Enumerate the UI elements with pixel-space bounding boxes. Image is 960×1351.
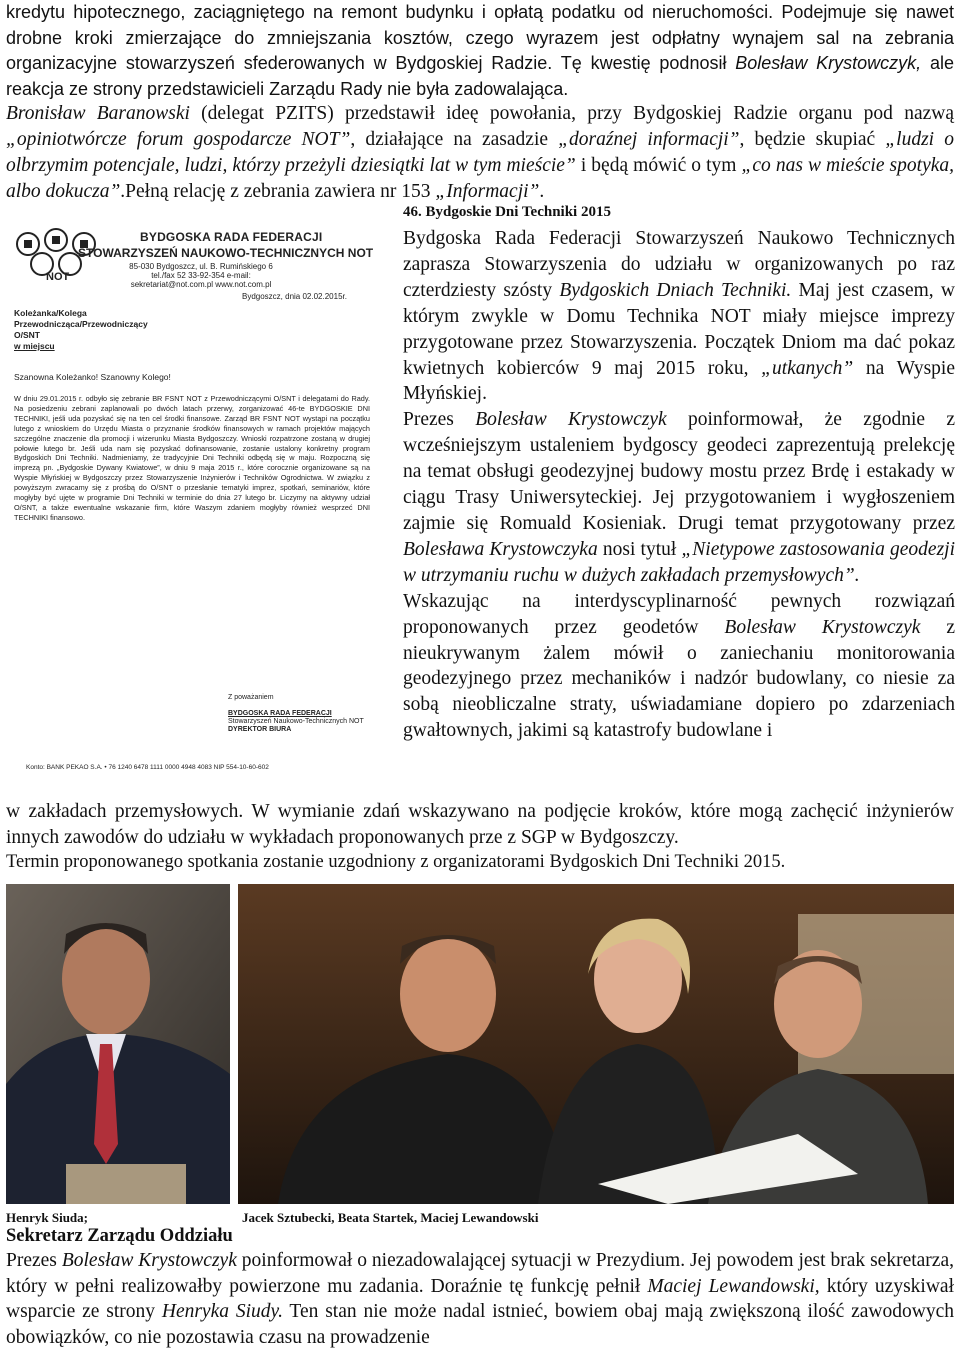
- letter-org-line-2: STOWARZYSZEŃ NAUKOWO-TECHNICZNYCH NOT: [78, 246, 374, 260]
- s46-p1c: Maj jest czasem, w którym zwykle w Domu Technika NOT miały miejsce imprezy przygotowane przez Stowarzyszenia. Początek Dniom ma dać pokaz kwietnych kobierców 9 maj 2015 roku,: [403, 279, 955, 379]
- baranowski-text-1: (delegat PZITS) przedstawił ideę powołania, przy Bydgoskiej Radzie organu pod nazwą: [189, 103, 954, 124]
- baranowski-text-5: .Pełną relację z zebrania zawiera nr 153: [120, 181, 436, 202]
- s46-p2e: nosi tytuł: [597, 538, 682, 560]
- section-46-paragraph-2: [403, 407, 955, 588]
- letter-org-line-1: BYDGOSKA RADA FEDERACJI: [140, 230, 323, 244]
- section-46-continuation: [6, 799, 954, 850]
- letter-scan: [6, 216, 380, 782]
- letter-recipient-1: Koleżanka/Kolega: [14, 308, 87, 318]
- letter-date: Bydgoszcz, dnia 02.02.2015r.: [242, 292, 347, 301]
- sek-b: Bolesław Krystowczyk: [61, 1250, 237, 1271]
- letter-body: W dniu 29.01.2015 r. odbyło się zebranie BR FSNT NOT z Przewodniczącymi O/SNT i delegatami do Rady. Na posiedzeniu zebrani zaplanowali po dwóch latach przerwy, zorganizować 46-te BYDGOSKIE DNI TECHNIKI, jeśli uda pozyskać się na ten cel środki finansowe. Zarząd BR FSNT NOT wystąpi na początku lutego z wnioskiem do Urzędu Miasta o przyznanie środków finansowych w ramach projektów mających szczególne znaczenie dla promocji i wizerunku Miasta Bydgoszczy. Wnioski rozpatrzone zostaną w drugiej połowie lutego br. Jeśli uda nam się pozyskać dofinansowanie, zostanie ustalony konkretny program Bydgoskich Dni Techniki. Nadmieniamy, że tradycyjnie Dni Techniki odbędą się w maju. Rozpoczną się imprezą pn. „Bydgoskie Dywany Kwiatowe”, w dniu 9 maja 2015 r., które corocznie organizowane są na Wyspie Młyńskiej w Bydgoszczy przez Stowarzyszenie Inżynierów i Techników Ogrodnictwa. W związku z powyższym zwracamy się z prośbą do O/SNT o przesłanie tematyki imprez, spotkań, seminariów, które mogłyby być ujęte w programie Dni Techniki w terminie do dnia 27 lutego br. Liczymy na aktywny udział O/SNT, a także ewentualne wskazanie firm, które Waszym zdaniem mogłyby również wesprzeć DNI TECHNIKI finansowo.: [14, 394, 370, 522]
- sek-g: Ten stan nie może nadal istnieć, bowiem obaj mają zwiększoną ilość zawodowych obowiązków, co nie pozostawia czasu na prowadzenie: [6, 1301, 954, 1348]
- s46-full-2: Termin proponowanego spotkania zostanie uzgodniony z organizatorami Bydgoskich Dni Techniki 2015.: [6, 852, 786, 872]
- s46-p1e: na Wyspie Młyńskiej.: [403, 357, 955, 405]
- letter-salutation: Szanowna Koleżanko! Szanowny Kolego!: [14, 372, 171, 382]
- letter-sign-2: BYDGOSKA RADA FEDERACJI: [228, 710, 332, 717]
- caption-right: Jacek Sztubecki, Beata Startek, Maciej Lewandowski: [242, 1210, 539, 1225]
- intro-line-2: się nawet drobne kroki zmierzające do zmniejszania kosztów, czego wyrazem jest odpłatny wynajem sal: [6, 2, 954, 48]
- letter-recipient-2: Przewodnicząca/Przewodniczący: [14, 319, 148, 329]
- section-46-paragraph-1: [403, 226, 955, 407]
- baranowski-quote-1: „opiniotwórcze forum gospodarcze NOT”: [6, 129, 351, 150]
- sek-a: Prezes: [6, 1250, 62, 1271]
- photo-henryk-siuda: [6, 884, 230, 1204]
- s46-p2b: Bolesław Krystowczyk: [475, 409, 667, 431]
- s46-p3b: Bolesław Krystowczyk: [724, 616, 921, 638]
- section-46-column: [403, 226, 955, 744]
- intro-paragraph: [6, 0, 954, 102]
- baranowski-quote-4: „co nas w mieście spotyka, albo dokucza”: [6, 155, 955, 202]
- baranowski-quote-3: „ludzi o olbrzymim potencjale, ludzi, którzy przeżyli dziesiątki lat w tym mieście”: [6, 129, 955, 176]
- letter-address-line-1: 85-030 Bydgoszcz, ul. B. Rumińskiego 6: [129, 262, 273, 271]
- portrait-image: [6, 884, 230, 1204]
- letter-sign-4: DYREKTOR BIURA: [228, 726, 292, 733]
- letter-recipient-4: w miejscu: [14, 341, 55, 351]
- section-46-heading: 46. Bydgoskie Dni Techniki 2015: [403, 204, 611, 220]
- s46-p2d: Bolesława Krystowczyka: [403, 538, 598, 560]
- s46-p3a: Wskazując na interdyscyplinarność pewnych rozwiązań proponowanych przez geodetów: [403, 590, 955, 638]
- photo-group: [238, 884, 954, 1204]
- sek-f: Henryka Siudy.: [161, 1301, 283, 1322]
- intro-line-1: kredytu hipotecznego, zaciągniętego na remont budynku i opłatą podatku od nieruchomości. Podejmuje: [6, 2, 867, 22]
- s46-p1b: Bydgoskich Dniach Techniki.: [559, 279, 792, 301]
- caption-left: Henryk Siuda;: [6, 1210, 88, 1225]
- baranowski-name: Bronisław Baranowski: [6, 103, 190, 124]
- sek-c: poinformował o niezadowalającej sytuacji w Prezydium. Jej powodem jest brak sekretarza, który w pełni realizowałby powierzone mu zadania. Doraźnie tę funkcję pełnił: [6, 1250, 954, 1297]
- sekretarz-heading: Sekretarz Zarządu Oddziału: [6, 1226, 233, 1246]
- intro-name: Bolesław Krystowczyk,: [735, 53, 922, 73]
- svg-text:NOT: NOT: [46, 271, 70, 282]
- s46-full-1: w zakładach przemysłowych. W wymianie zdań wskazywano na podjęcie kroków, które mogą zachęcić inżynierów innych zawodów do udziału w wykładach proponowanych prze z SGP w Bydgoszczy.: [6, 801, 954, 848]
- letter-address-line-2: tel./fax 52 33-92-354 e-mail: sekretariat@not.com.pl www.not.com.pl: [130, 271, 272, 289]
- letter-sign-3: Stowarzyszeń Naukowo-Technicznych NOT: [228, 718, 364, 725]
- s46-p2f: „Nietypowe zastosowania geodezji w utrzymaniu ruchu w dużych zakładach przemysłowych”.: [403, 538, 955, 586]
- letter-signature: [228, 694, 364, 734]
- baranowski-text-3: , będzie skupiać: [739, 129, 886, 150]
- letter-recipient: [14, 308, 148, 352]
- section-46-paragraph-3: [403, 589, 955, 744]
- section-46-term: [6, 850, 954, 874]
- baranowski-paragraph: [6, 101, 954, 205]
- letter-address: [126, 262, 276, 289]
- letter-footer: Konto: BANK PEKAO S.A. • 76 1240 6478 1111 0000 4948 4083 NIP 554-10-60-602: [26, 764, 269, 771]
- letter-recipient-3: O/SNT: [14, 330, 40, 340]
- baranowski-quote-2: „doraźnej informacji”: [558, 129, 740, 150]
- group-image: [238, 884, 954, 1204]
- intro-line-4: ale reakcja ze strony przedstawicieli Zarządu Rady nie była zadowalająca.: [6, 53, 954, 99]
- intro-line-3: na zebrania organizacyjne stowarzyszeń sfederowanych w Bydgoskiej Radzie. Tę kwestię podnosił: [6, 27, 954, 73]
- s46-p1a: Bydgoska Rada Federacji Stowarzyszeń Naukowo Technicznych zaprasza Stowarzyszenia do udziału w organizowanych po raz czterdziesty szósty: [403, 228, 955, 301]
- baranowski-text-4: i będą mówić o tym: [575, 155, 742, 176]
- sek-e: który uzyskiwał wsparcie ze strony: [6, 1275, 954, 1322]
- baranowski-text-6: .: [539, 181, 545, 202]
- baranowski-text-2: , działające na zasadzie: [350, 129, 559, 150]
- s46-p2a: Prezes: [403, 409, 476, 431]
- sek-d: Maciej Lewandowski,: [647, 1275, 820, 1297]
- s46-p2c: poinformował, że zgodnie z wcześniejszym ustaleniem bydgoscy geodeci zaprezentują prelekcję na temat obsługi geodezyjnej budowy mostu przez Brdę i estakady w ciągu Trasy Uniwersyteckiej. Jej przygotowaniem i wygłoszeniem zajmie się Romuald Kosieniak. Drugi temat przygotowany przez: [403, 409, 955, 534]
- letter-sign-1: Z poważaniem: [228, 694, 274, 701]
- sekretarz-paragraph: [6, 1248, 954, 1350]
- s46-p3c: z nieukrywanym żalem mówił o zaniechaniu monitorowania geodezyjnego przez mechaników i nadzór budowlany, co niesie za sobą nieobliczalne straty, uświadamiane dopiero po zdarzeniach gwałtownych, jakimi są katastrofy budowlane i: [403, 616, 955, 742]
- s46-p1d: „utkanych”: [761, 357, 854, 379]
- baranowski-quote-5: „Informacji”: [435, 181, 540, 202]
